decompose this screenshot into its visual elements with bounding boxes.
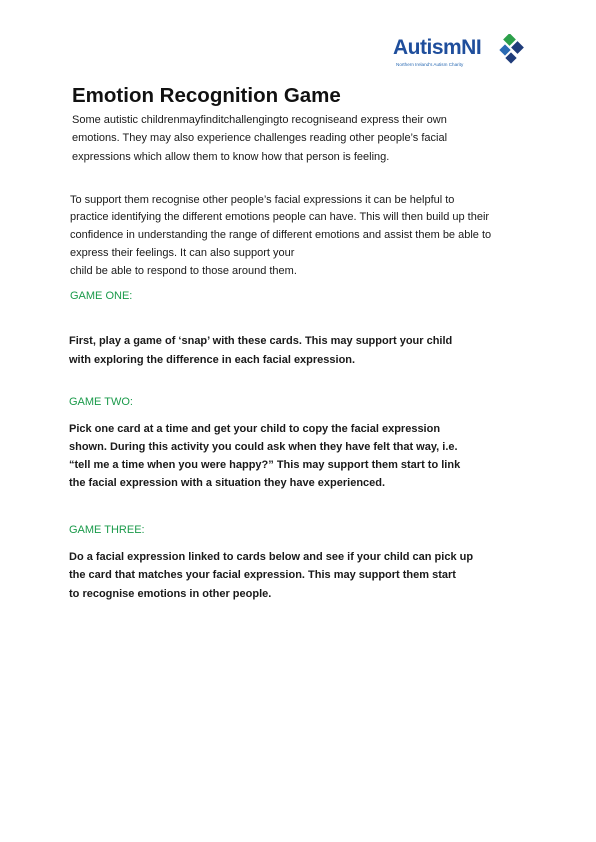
intro-line: Some autistic childrenmayfinditchallengingto recogniseand express their own bbox=[72, 114, 447, 126]
autism-ni-logo bbox=[393, 34, 528, 74]
game-three-line: to recognise emotions in other people. bbox=[69, 588, 272, 600]
game-two-line: shown. During this activity you could ask when they have felt that way, i.e. bbox=[69, 441, 458, 453]
logo-diamond-icon bbox=[497, 34, 525, 66]
page-title: Emotion Recognition Game bbox=[72, 84, 341, 107]
game-three-heading: GAME THREE: bbox=[69, 524, 145, 536]
game-two-line: Pick one card at a time and get your child to copy the facial expression bbox=[69, 423, 441, 435]
game-one-heading: GAME ONE: bbox=[70, 290, 133, 302]
game-two-line: the facial expression with a situation they have experienced. bbox=[69, 477, 386, 489]
support-line: confidence in understanding the range of different emotions and assist them be able to bbox=[70, 229, 492, 241]
support-line: express their feelings. It can also support your bbox=[70, 247, 295, 259]
game-one-line: with exploring the difference in each facial expression. bbox=[69, 354, 356, 366]
logo-wordmark: AutismNI bbox=[393, 36, 482, 59]
intro-line: emotions. They may also experience challenges reading other people’s facial bbox=[72, 132, 448, 144]
game-two-line: “tell me a time when you were happy?” This may support them start to link bbox=[69, 459, 461, 471]
game-one-line: First, play a game of ‘snap’ with these cards. This may support your child bbox=[69, 335, 453, 347]
intro-line: expressions which allow them to know how that person is feeling. bbox=[72, 151, 390, 163]
support-line: To support them recognise other people’s facial expressions it can be helpful to bbox=[70, 194, 455, 206]
game-three-line: the card that matches your facial expression. This may support them start bbox=[69, 569, 456, 581]
logo-tagline: Northern Ireland's Autism Charity bbox=[396, 62, 464, 67]
game-three-line: Do a facial expression linked to cards below and see if your child can pick up bbox=[69, 551, 474, 563]
support-line: child be able to respond to those around them. bbox=[70, 265, 297, 277]
game-two-heading: GAME TWO: bbox=[69, 396, 133, 408]
support-line: practice identifying the different emotions people can have. This will then build up their bbox=[70, 211, 490, 223]
